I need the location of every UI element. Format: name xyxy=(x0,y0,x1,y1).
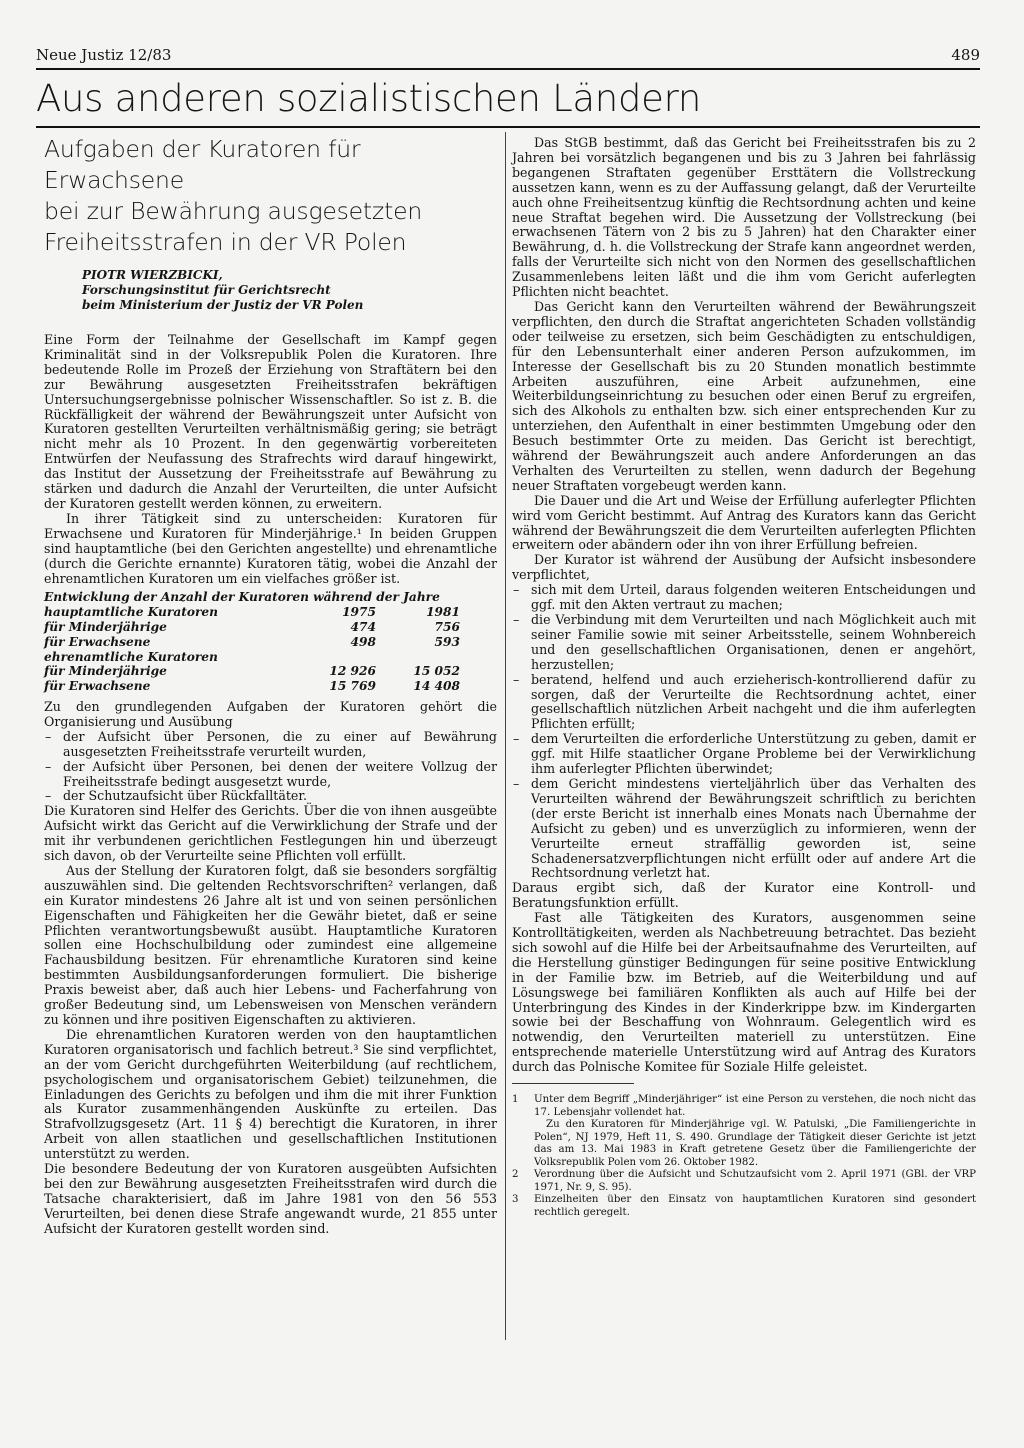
footnote-number: 3 xyxy=(512,1194,519,1206)
footnote-rule xyxy=(512,1083,634,1084)
list-item: – sich mit dem Urteil, daraus folgenden weiteren Entscheidungen und ggf. mit den Akten vertraut zu machen; xyxy=(512,583,976,613)
tasks-list xyxy=(44,730,497,805)
stats-value: 15 769 xyxy=(329,679,376,694)
right-column xyxy=(512,136,976,1219)
list-item: – dem Verurteilten die erforderliche Unterstützung zu geben, damit er ggf. mit Hilfe staatlicher Organe Probleme bei der Verwirklichung ihm auferlegter Pflichten überwindet; xyxy=(512,732,976,777)
author-name: PIOTR WIERZBICKI, xyxy=(82,268,223,282)
column-divider xyxy=(505,132,506,1340)
list-item: – der Schutzaufsicht über Rückfalltäter. xyxy=(44,789,497,804)
paragraph-selection: Aus der Stellung der Kuratoren folgt, daß sie besonders sorgfältig auszuwählen sind. Die geltenden Rechtsvorschriften² verlangen, daß ein Kurator mindestens 26 Jahre alt ist und von seinen persönlichen Eigenschaften und Fähigkeiten her die Gewähr bietet, daß er seine Pflichten verantwortungsbewußt ausübt. Hauptamtliche Kuratoren sollen eine Hochschulbildung oder zumindest eine allgemeine Fachausbildung besitzen. Für ehrenamtliche Kuratoren sind keine bestimmten Ausbildungsanforderungen formuliert. Die bisherige Praxis beweist aber, daß auch hier Lebens- und Facherfahrung von großer Bedeutung sind, um Lebensweisen von Menschen verändern zu können und ihre positiven Eigenschaften zu aktivieren. xyxy=(44,862,497,1028)
author-affiliation: beim Ministerium der Justiz der VR Polen xyxy=(82,298,364,312)
stats-row-label: für Erwachsene xyxy=(44,634,151,649)
stats-row xyxy=(44,635,497,650)
paragraph-significance: Die besondere Bedeutung der von Kuratoren ausgeübten Aufsichten bei den zur Bewährung ausgesetzten Freiheitsstrafen wird durch die Tatsache charakterisiert, daß im Jahre 1981 von den 56 553 Verurteilten, bei denen diese Strafe angewandt wurde, 21 855 unter Aufsicht der Kuratoren gestellt worden sind. xyxy=(44,1161,497,1236)
paragraph-obligations: Das Gericht kann den Verurteilten während der Bewährungszeit verpflichten, den durch die Straftat angerichteten Schaden vollständig oder teilweise zu ersetzen, sich beim Geschädigten zu entschuldigen, für den Lebensunterhalt einer anderen Person aufzukommen, im Interesse der Gesellschaft bis zu 20 Stunden monatlich bestimmte Arbeiten auszuführen, eine Arbeit aufzunehmen, eine Weiterbildungseinrichtung zu besuchen oder einen Beruf zu ergreifen, sich des Alkohols zu enthalten bzw. sich einer entsprechenden Kur zu unterziehen, den Aufenthalt in einer bestimmten Umgebung oder den Besuch bestimmter Orte zu meiden. Das Gericht ist berechtigt, während der Bewährungszeit auch andere Anforderungen an das Verhalten des Verurteilten zu stellen, wenn dadurch der Begehung neuer Straftaten vorgebeugt werden kann. xyxy=(512,298,976,493)
stats-header-row xyxy=(44,605,497,620)
list-item: – der Aufsicht über Personen, bei denen der weitere Vollzug der Freiheitsstrafe bedingt ausgesetzt wurde, xyxy=(44,760,497,790)
footnote-text: Einzelheiten über den Einsatz von hauptamtlichen Kuratoren sind gesondert rechtlich geregelt. xyxy=(534,1194,976,1218)
paragraph-curator-duties: Der Kurator ist während der Ausübung der Aufsicht insbesondere verpflichtet, xyxy=(512,552,976,583)
footnote-text: Verordnung über die Aufsicht und Schutzaufsicht vom 2. April 1971 (GBl. der VRP 1971, Nr. 9, S. 95). xyxy=(534,1169,976,1193)
paragraph-aftercare: Fast alle Tätigkeiten des Kurators, ausgenommen seine Kontrolltätigkeiten, werden als Nachbetreuung betrachtet. Das bezieht sich sowohl auf die Hilfe bei der Arbeitsaufnahme des Verurteilten, auf die Herstellung günstiger Bedingungen für seine positive Entwicklung in der Familie bzw. im Betrieb, auf die Weiterbildung und auf Lösungswege bei familiären Konflikten als auch auf Hilfe bei der Unterbringung des Kindes in der Kinderkrippe bzw. im Kindergarten sowie bei der Beschaffung von Wohnraum. Gelegentlich wird es notwendig, den Verurteilten materiell zu unterstützen. Eine entsprechende materielle Unterstützung wird auf Antrag des Kurators durch das Polnische Komitee für Soziale Hilfe geleistet. xyxy=(512,910,976,1075)
stats-year: 1981 xyxy=(426,605,460,620)
paragraph-tasks-intro: Zu den grundlegenden Aufgaben der Kuratoren gehört die Organisierung und Ausübung xyxy=(44,698,497,729)
footnote-text: Unter dem Begriff „Minderjähriger“ ist eine Person zu verstehen, die noch nicht das 17. Lebensjahr vollendet hat. xyxy=(534,1094,976,1118)
section-title: Aus anderen sozialistischen Ländern xyxy=(36,77,702,120)
page-header xyxy=(36,40,980,66)
footnote xyxy=(512,1094,976,1119)
paragraph-duration: Die Dauer und die Art und Weise der Erfüllung auferlegter Pflichten wird vom Gericht bestimmt. Auf Antrag des Kurators kann das Gericht während der Bewährungszeit die dem Verurteilten auferlegten Pflichten erweitern oder abändern oder ihn von ihrer Erfüllung befreien. xyxy=(512,492,976,553)
section-rule xyxy=(36,126,980,128)
stats-row xyxy=(44,664,497,679)
article-title xyxy=(44,134,497,258)
footnote-number: 1 xyxy=(512,1094,519,1106)
stats-heading: Entwicklung der Anzahl der Kuratoren während der Jahre xyxy=(44,590,440,605)
footnotes xyxy=(512,1094,976,1219)
paragraph-types: In ihrer Tätigkeit sind zu unterscheiden: Kuratoren für Erwachsene und Kuratoren für Minderjährige.¹ In beiden Gruppen sind hauptamtliche (bei den Gerichten angestellte) und ehrenamtliche (durch die Gerichte ernannte) Kuratoren tätig, wobei die Anzahl der ehrenamtlichen Kuratoren um ein vielfaches größer ist. xyxy=(44,510,497,586)
stats-value: 15 052 xyxy=(413,664,460,679)
footnote xyxy=(512,1169,976,1194)
paragraph-intro: Eine Form der Teilnahme der Gesellschaft im Kampf gegen Kriminalität sind in der Volksrepublik Polen die Kuratoren. Ihre bedeutende Rolle im Prozeß der Erziehung von Straftätern bei den zur Bewährung ausgesetzten Freiheitsstrafen bekräftigen Untersuchungsergebnisse polnischer Wissenschaftler. So ist z. B. die Rückfälligkeit der während der Bewährungszeit unter Aufsicht von Kuratoren gestellten Verurteilten verhältnismäßig gering; sie beträgt nicht mehr als 10 Prozent. In den gegenwärtig vorbereiteten Entwürfen der Neufassung des Strafrechts wird darauf hingewirkt, das Institut der Aussetzung der Freiheitsstrafe auf Bewährung zu stärken und dadurch die Anzahl der Verurteilten, die unter Aufsicht der Kuratoren gestellt werden können, zu erweitern. xyxy=(44,332,497,511)
article-title-line: Aufgaben der Kuratoren für Erwachsene xyxy=(44,135,361,194)
stats-group-label: ehrenamtliche Kuratoren xyxy=(44,649,218,664)
list-item: – beratend, helfend und auch erzieherisch-kontrollierend dafür zu sorgen, daß der Verurteilte die Rechtsordnung achtet, einer gesellschaftlich nützlichen Arbeit nachgeht und die ihm auferlegten Pflichten erfüllt; xyxy=(512,673,976,733)
stats-row xyxy=(44,620,497,635)
list-item: – die Verbindung mit dem Verurteilten und nach Möglichkeit auch mit seiner Familie sowie mit seiner Arbeitsstelle, seinem Wohnbereich und den gesellschaftlichen Organisationen, denen er angehört, herzustellen; xyxy=(512,613,976,673)
stats-value: 498 xyxy=(350,634,376,649)
stats-row-label: für Minderjährige xyxy=(44,664,167,679)
page-number: 489 xyxy=(951,46,980,64)
stats-row xyxy=(44,679,497,694)
list-item: – der Aufsicht über Personen, die zu einer auf Bewährung ausgesetzten Freiheitsstrafe verurteilt wurden, xyxy=(44,730,497,760)
stats-year: 1975 xyxy=(342,605,376,620)
duties-list xyxy=(512,583,976,881)
list-item: – dem Gericht mindestens vierteljährlich über das Verhalten des Verurteilten während der Bewährungszeit schriftlich zu berichten (der erste Bericht ist innerhalb eines Monats nach Übernahme der Aufsicht zu geben) und es unverzüglich zu informieren, wenn der Verurteilte erneut straffällig geworden ist, seine Schadenersatzverpflichtungen nicht erfüllt oder auf andere Art die Rechtsordnung verletzt hat. xyxy=(512,777,976,881)
stats-group-label: hauptamtliche Kuratoren xyxy=(44,605,219,620)
left-column xyxy=(44,134,497,1237)
footnote-continuation: Zu den Kuratoren für Minderjährige vgl. W. Patulski, „Die Familiengerichte in Polen“, NJ 1979, Heft 11, S. 490. Grundlage der Tätigkeit dieser Gerichte ist jetzt das am 13. Mai 1983 in Kraft getretene Gesetz über die Familiengerichte der Volksrepublik Polen vom 26. Oktober 1982. xyxy=(534,1119,976,1168)
paragraph-function: Daraus ergibt sich, daß der Kurator eine Kontroll- und Beratungsfunktion erfüllt. xyxy=(512,880,976,911)
paragraph-helpers: Die Kuratoren sind Helfer des Gerichts. Über die von ihnen ausgeübte Aufsicht wirkt das Gericht auf die Verwirklichung der Strafe und der mit ihr verbundenen gerichtlichen Festlegungen hin und überzeugt sich davon, ob der Verurteilte seine Pflichten voll erfüllt. xyxy=(44,803,497,864)
header-rule xyxy=(36,68,980,70)
author-affiliation: Forschungsinstitut für Gerichtsrecht xyxy=(82,283,331,297)
stats-row-label: für Minderjährige xyxy=(44,620,167,634)
stats-value: 12 926 xyxy=(329,664,376,679)
stats-value: 14 408 xyxy=(413,679,460,694)
article-title-line: bei zur Bewährung ausgesetzten xyxy=(44,197,423,225)
paragraph-volunteers: Die ehrenamtlichen Kuratoren werden von den hauptamtlichen Kuratoren organisatorisch und fachlich betreut.³ Sie sind verpflichtet, an der vom Gericht durchgeführten Weiterbildung (auf rechtlichem, psychologischem und organisatorischem Gebiet) teilzunehmen, die Einladungen des Gerichts zu befolgen und ihm die mit ihrer Funktion als Kurator zusammenhängenden Auskünfte zu erteilen. Das Strafvollzugsgesetz (Art. 11 § 4) berechtigt die Kuratoren, in ihrer Arbeit von allen staatlichen und gesellschaftlichen Institutionen unterstützt zu werden. xyxy=(44,1026,497,1162)
statistics-table xyxy=(44,590,497,694)
paragraph-stgb: Das StGB bestimmt, daß das Gericht bei Freiheitsstrafen bis zu 2 Jahren bei vorsätzlich begangenen und bis zu 3 Jahren bei fahrlässig begangenen Straftaten gegenüber Ersttätern die Vollstreckung aussetzen kann, wenn es zu der Auffassung gelangt, daß der Verurteilte auch ohne Freiheitsentzug künftig die Rechtsordnung achten und keine neue Straftat begehen wird. Die Aussetzung der Vollstreckung (bei erwachsenen Tätern von 2 bis zu 5 Jahren) hat den Charakter einer Bewährung, d. h. die Vollstreckung der Strafe kann angeordnet werden, falls der Verurteilte sich nicht von den Normen des gesellschaftlichen Zusammenlebens leiten läßt und die ihm vom Gericht auferlegten Pflichten nicht beachtet. xyxy=(512,135,976,300)
footnote xyxy=(512,1194,976,1219)
article-title-line: Freiheitsstrafen in der VR Polen xyxy=(44,228,407,256)
author-block xyxy=(82,268,497,313)
footnote-number: 2 xyxy=(512,1169,519,1181)
stats-value: 593 xyxy=(434,634,460,649)
stats-row-label: für Erwachsene xyxy=(44,679,151,694)
stats-value: 756 xyxy=(434,620,460,634)
stats-value: 474 xyxy=(350,620,376,634)
journal-issue: Neue Justiz 12/83 xyxy=(36,46,172,64)
